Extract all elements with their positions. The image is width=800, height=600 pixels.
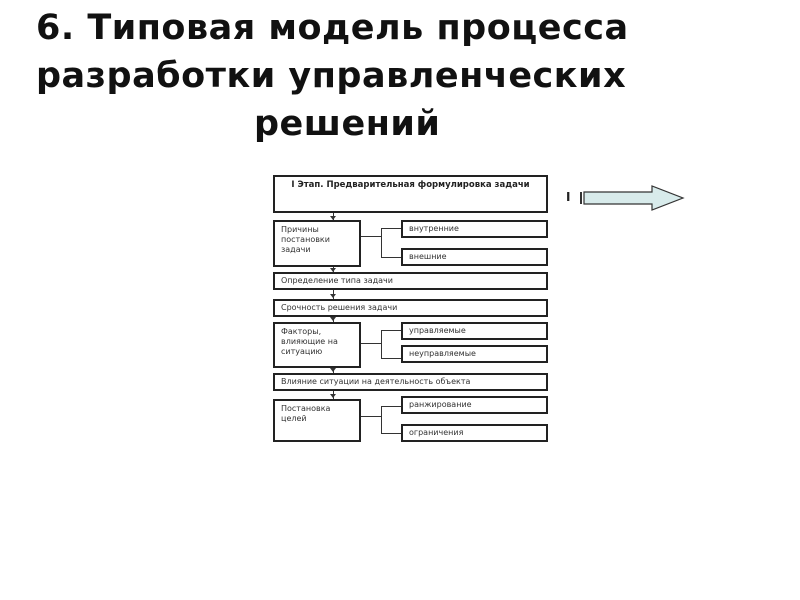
connector-line — [361, 343, 381, 344]
option-external: внешние — [401, 248, 548, 266]
influence-box: Влияние ситуации на деятельность объекта — [273, 373, 548, 391]
goals-box: Постановка целей — [273, 399, 361, 442]
connector-line — [381, 406, 382, 433]
title-line-2: разработки управленческих — [36, 56, 627, 96]
stage-box: I Этап. Предварительная формулировка задачи — [273, 175, 548, 213]
connector-arrowhead — [330, 394, 336, 398]
option-ranking: ранжирование — [401, 396, 548, 414]
connector-line — [361, 416, 381, 417]
connector-line — [381, 330, 401, 331]
title-line-3: решений — [254, 104, 441, 144]
task-type-box: Определение типа задачи — [273, 272, 548, 290]
connector-arrowhead — [330, 368, 336, 372]
right-arrow-icon — [580, 183, 690, 213]
connector-line — [361, 236, 381, 237]
connector-line — [381, 228, 401, 229]
connector-line — [381, 358, 401, 359]
stage-marker: I — [566, 190, 570, 204]
connector-line — [381, 257, 401, 258]
connector-line — [381, 406, 401, 407]
connector-line — [381, 228, 382, 257]
option-uncontrolled: неуправляемые — [401, 345, 548, 363]
connector-line — [381, 330, 382, 358]
reasons-box: Причины постановки задачи — [273, 220, 361, 267]
factors-box: Факторы, влияющие на ситуацию — [273, 322, 361, 368]
option-constraints: ограничения — [401, 424, 548, 442]
option-controlled: управляемые — [401, 322, 548, 340]
connector-line — [381, 433, 401, 434]
connector-arrowhead — [330, 317, 336, 321]
title-line-1: 6. Типовая модель процесса — [36, 8, 629, 48]
urgency-box: Срочность решения задачи — [273, 299, 548, 317]
option-internal: внутренние — [401, 220, 548, 238]
connector-arrowhead — [330, 294, 336, 298]
